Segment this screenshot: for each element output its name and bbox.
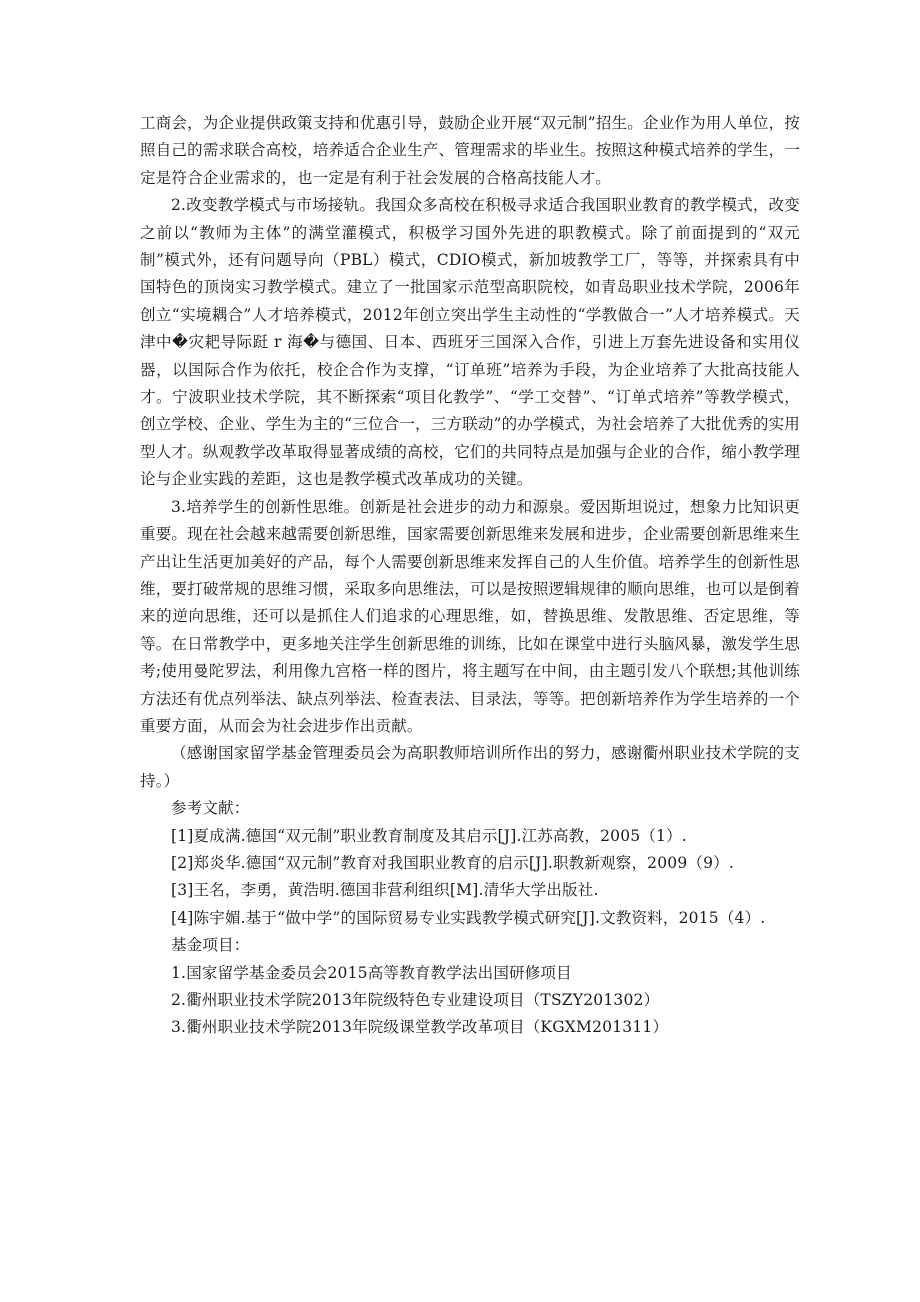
- funding-item: 2.衢州职业技术学院2013年院级特色专业建设项目（TSZY201302）: [171, 991, 660, 1009]
- document-page: [140, 110, 800, 1042]
- reference-item: [2]郑炎华.德国“双元制”教育对我国职业教育的启示[J].职教新观察，2009（9）.: [171, 853, 735, 872]
- paragraph-acknowledgement: （感谢国家留学基金管理委员会为高职教师培训所作出的努力，感谢衢州职业技术学院的支持。）: [140, 744, 800, 790]
- paragraph-creative-thinking: 3.培养学生的创新性思维。创新是社会进步的动力和源泉。爱因斯坦说过，想象力比知识更重要。现在社会越来越需要创新思维，国家需要创新思维来发展和进步，企业需要创新思维来生产出让生活更加美好的产品，每个人需要创新思维来发挥自己的人生价值。培养学生的创新性思维，要打破常规的思维习惯，采取多向思维法，可以是按照逻辑规律的顺向思维，也可以是倒着来的逆向思维，还可以是抓住人们追求的心理思维，如，替换思维、发散思维、否定思维，等等。在日常教学中，更多地关注学生创新思维的训练，比如在课堂中进行头脑风暴，激发学生思考;使用曼陀罗法，利用像九宫格一样的图片，将主题写在中间，由主题引发八个联想;其他训练方法还有优点列举法、缺点列举法、检查表法、目录法，等等。把创新培养作为学生培养的一个重要方面，从而会为社会进步作出贡献。: [140, 497, 800, 735]
- reference-item: [4]陈宇媚.基于“做中学”的国际贸易专业实践教学模式研究[J].文教资料，2015（4）.: [171, 908, 766, 927]
- paragraph-continuation: 工商会，为企业提供政策支持和优惠引导，鼓励企业开展“双元制”招生。企业作为用人单位，按照自己的需求联合高校，培养适合企业生产、管理需求的毕业生。按照这种模式培养的学生，一定是符合企业需求的，也一定是有利于社会发展的合格高技能人才。: [140, 114, 800, 187]
- reference-item: [3]王名，李勇，黄浩明.德国非营利组织[M].清华大学出版社.: [171, 881, 599, 900]
- funding-item: 1.国家留学基金委员会2015高等教育教学法出国研修项目: [171, 963, 572, 982]
- reference-item: [1]夏成满.德国“双元制”职业教育制度及其启示[J].江苏高教，2005（1）.: [171, 826, 687, 845]
- funding-item: 3.衢州职业技术学院2013年院级课堂教学改革项目（KGXM201311）: [171, 1018, 669, 1037]
- references-heading: 参考文献：: [171, 799, 250, 818]
- paragraph-teaching-mode: 2.改变教学模式与市场接轨。我国众多高校在积极寻求适合我国职业教育的教学模式，改变之前以“教师为主体”的满堂灌模式，积极学习国外先进的职教模式。除了前面提到的“双元制”模式外，还有问题导向（PBL）模式，CDIO模式，新加坡教学工厂，等等，并探索具有中国特色的顶岗实习教学模式。建立了一批国家示范型高职院校，如青岛职业技术学院，2006年创立“实境耦合”人才培养模式，2012年创立突出学生主动性的“学教做合一”人才培养模式。天津中�灾耙导际跹 r 海�与德国、日本、西班牙三国深入合作，引进上万套先进设备和实用仪器，以国际合作为依托，校企合作为支撑，“订单班”培养为手段，为企业培养了大批高技能人才。宁波职业技术学院，其不断探索“项目化教学”、“学工交替”、“订单式培养”等教学模式，创立学校、企业、学生为主的“三位合一，三方联动”的办学模式，为社会培养了大批优秀的实用型人才。纵观教学改革取得显著成绩的高校，它们的共同特点是加强与企业的合作，缩小教学理论与企业实践的差距，这也是教学模式改革成功的关键。: [140, 196, 800, 489]
- funding-heading: 基金项目：: [171, 936, 250, 955]
